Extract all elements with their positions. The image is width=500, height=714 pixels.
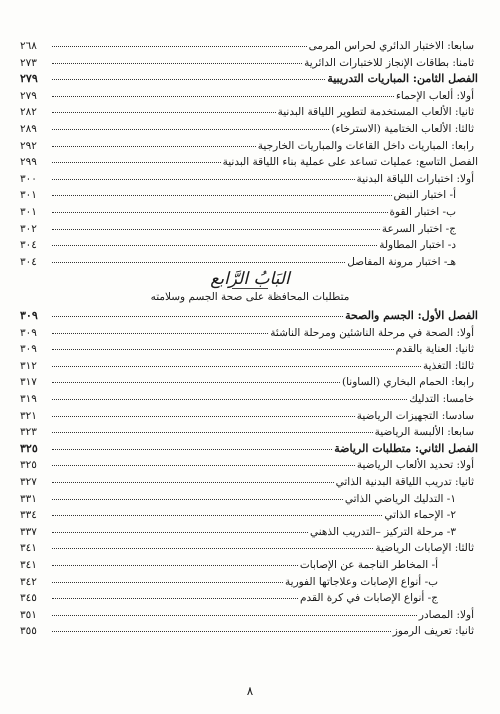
toc-entry-label: الفصل الثاني: متطلبات الرياضة — [334, 441, 478, 455]
dot-leader — [52, 627, 391, 632]
toc-entry — [20, 574, 478, 591]
toc-entry-label: أولا: تحديد الألعاب الرياضية — [356, 459, 474, 472]
dot-leader — [52, 208, 388, 213]
toc-entry-label: ثانيا: العناية بالقدم — [395, 343, 474, 356]
dot-leader — [52, 345, 394, 350]
dot-leader — [52, 611, 417, 616]
dot-leader — [52, 362, 421, 367]
toc-entry-label: سابعا: الاختبار الدائري لحراس المرمى — [308, 40, 474, 52]
toc-entry — [20, 507, 478, 524]
toc-entry — [20, 491, 478, 508]
toc-entry — [20, 204, 478, 221]
toc-entry — [20, 408, 478, 425]
page-number: ٨ — [246, 684, 254, 698]
toc-entry — [20, 187, 478, 204]
toc-page-number: ٣٠٠ — [20, 172, 37, 185]
toc-entry-label: د- اختبار المطاولة — [379, 239, 456, 252]
toc-page-number: ٣٤١ — [20, 558, 37, 571]
toc-entry-label: ٣- مرحلة التركيز –التدريب الذهني — [309, 525, 456, 538]
toc-section-chapter-3-end — [20, 38, 478, 270]
dot-leader — [52, 578, 283, 583]
toc-entry — [20, 325, 478, 342]
toc-page-number: ٣٥١ — [20, 608, 37, 621]
toc-entry-label: ج- اختبار السرعة — [381, 222, 456, 235]
dot-leader — [52, 528, 308, 533]
toc-page-number: ٢٨٩ — [20, 122, 37, 135]
toc-entry-label: ثالثا: الإصابات الرياضية — [375, 542, 474, 555]
toc-entry — [20, 121, 478, 138]
toc-entry — [20, 524, 478, 541]
toc-page-number: ٣٢٧ — [20, 475, 37, 488]
toc-entry — [20, 55, 478, 72]
toc-entry — [20, 391, 478, 408]
toc-page-number: ٣٠٩ — [20, 343, 37, 356]
toc-entry — [20, 607, 478, 624]
toc-entry — [20, 254, 478, 271]
toc-page-number: ٣٠٩ — [20, 309, 38, 322]
toc-page-number: ٣١٧ — [20, 376, 37, 389]
toc-entry — [20, 474, 478, 491]
toc-page-number: ٢٨٢ — [20, 106, 37, 119]
toc-entry-label: ثانيا: تعريف الرموز — [392, 625, 474, 638]
toc-entry — [20, 557, 478, 574]
toc-page-number: ٣١٩ — [20, 392, 37, 405]
toc-entry-label: ب- اختبار القوة — [389, 205, 456, 218]
toc-entry — [20, 358, 478, 375]
toc-page-number: ٣٢٥ — [20, 441, 38, 455]
toc-entry-label: رابعا: الحمام البخاري (الساونا) — [341, 376, 474, 389]
dot-leader — [52, 142, 256, 147]
toc-entry-label: ثانيا: الألعاب المستخدمة لتطوير اللياقة البدنية — [277, 106, 474, 119]
toc-entry-label: ٢- الإحماء الذاتي — [384, 509, 456, 522]
dot-leader — [52, 258, 345, 263]
toc-entry-label: ثامنا: بطاقات الإنجاز للاختبارات الدائرية — [304, 56, 474, 69]
dot-leader — [52, 158, 221, 163]
toc-entry-label: ثانيا: تدريب اللياقة البدنية الذاتي — [335, 475, 474, 488]
dot-leader — [52, 241, 377, 246]
toc-entry — [20, 104, 478, 121]
toc-entry — [20, 138, 478, 155]
toc-entry — [20, 441, 478, 458]
chapter-subtitle: متطلبات المحافظة على صحة الجسم وسلامته — [150, 291, 350, 303]
toc-entry-label: ثالثا: الألعاب الختامية (الاسترخاء) — [331, 122, 474, 135]
toc-page-number: ٣٠٤ — [20, 255, 37, 268]
toc-page-number: ٣٢٣ — [20, 426, 37, 439]
dot-leader — [52, 92, 394, 97]
toc-page-number: ٣٠١ — [20, 205, 37, 218]
dot-leader — [52, 191, 392, 196]
toc-page-number: ٢٦٨ — [20, 40, 37, 52]
toc-entry — [20, 457, 478, 474]
toc-page-number: ٣٣٤ — [20, 509, 37, 522]
toc-page-number: ٢٩٢ — [20, 139, 37, 152]
dot-leader — [52, 225, 380, 230]
toc-page-number: ٣٣٧ — [20, 525, 37, 538]
toc-page-number: ٣٠١ — [20, 189, 37, 202]
toc-entry-label: ب- أنواع الإصابات وعلاجاتها الفورية — [285, 575, 438, 588]
toc-page-number: ٣٥٥ — [20, 625, 37, 638]
toc-entry-label: أولا: ألعاب الإحماء — [395, 89, 474, 102]
toc-page-number: ٣٠٢ — [20, 222, 37, 235]
dot-leader — [52, 478, 334, 483]
toc-entry-label: رابعا: المباريات داخل القاعات والمباريات الخارجية — [257, 139, 474, 152]
toc-page-number: ٣٢١ — [20, 409, 37, 422]
toc-page-number: ٣١٢ — [20, 359, 37, 372]
toc-page-number: ٣٤٢ — [20, 575, 37, 588]
toc-entry-label: الفصل التاسع: عمليات تساعد على عملية بناء اللياقة البدنية — [222, 156, 478, 169]
dot-leader — [52, 395, 407, 400]
toc-entry — [20, 171, 478, 188]
dot-leader — [52, 59, 302, 64]
toc-entry-label: الفصل الثامن: المباريات التدريبية — [327, 72, 478, 86]
toc-page-number: ٣٢٥ — [20, 459, 37, 472]
dot-leader — [52, 511, 382, 516]
dot-leader — [52, 108, 276, 113]
toc-page-number: ٣٤٥ — [20, 592, 37, 605]
toc-entry-label: أولا: الصحة في مرحلة الناشئين ومرحلة الناشئة — [270, 326, 474, 339]
toc-entry — [20, 341, 478, 358]
toc-entry-label: خامسا: التدليك — [409, 392, 474, 405]
dot-leader — [52, 544, 373, 549]
dot-leader — [52, 445, 332, 450]
toc-entry — [20, 308, 478, 325]
toc-entry-label: سادسا: التجهيزات الرياضية — [356, 409, 474, 422]
toc-entry — [20, 221, 478, 238]
toc-entry-label: هـ- اختبار مرونة المفاصل — [347, 255, 456, 268]
toc-entry — [20, 237, 478, 254]
toc-entry-label: أ- المخاطر الناجمة عن الإصابات — [299, 558, 438, 571]
toc-entry-label: أ- اختبار النبض — [393, 189, 456, 202]
toc-page-number: ٣٠٤ — [20, 239, 37, 252]
dot-leader — [52, 378, 340, 383]
dot-leader — [52, 412, 355, 417]
dot-leader — [52, 428, 373, 433]
dot-leader — [52, 594, 298, 599]
toc-entry-label: الفصل الأول: الجسم والصحة — [345, 309, 478, 322]
dot-leader — [52, 42, 307, 47]
dot-leader — [52, 312, 343, 317]
toc-entry — [20, 424, 478, 441]
toc-page-number: ٣٤١ — [20, 542, 37, 555]
dot-leader — [52, 461, 355, 466]
toc-entry-label: ج- أنواع الإصابات في كرة القدم — [300, 592, 438, 605]
toc-entry — [20, 154, 478, 171]
toc-entry — [20, 88, 478, 105]
toc-entry — [20, 590, 478, 607]
toc-entry — [20, 374, 478, 391]
dot-leader — [52, 75, 325, 80]
chapter-title: البَابُ الرَّابع — [210, 269, 290, 289]
chapter-heading — [120, 270, 380, 304]
toc-entry-label: ثالثا: التغذية — [423, 359, 474, 372]
toc-page-number: ٣٣١ — [20, 492, 37, 505]
dot-leader — [52, 561, 298, 566]
toc-section-chapter-4 — [20, 308, 478, 640]
toc-page-number: ٢٧٩ — [20, 72, 38, 86]
toc-entry-label: ١- التدليك الرياضي الذاتي — [344, 492, 456, 505]
dot-leader — [52, 125, 329, 130]
toc-entry — [20, 623, 478, 640]
toc-page-number: ٣٠٩ — [20, 326, 37, 339]
toc-entry-label: سابعا: الألبسة الرياضية — [374, 426, 474, 439]
toc-page-number: ٢٩٩ — [20, 156, 37, 169]
toc-page-number: ٢٧٩ — [20, 89, 37, 102]
dot-leader — [52, 329, 268, 334]
toc-entry — [20, 38, 478, 55]
dot-leader — [52, 495, 343, 500]
toc-entry — [20, 540, 478, 557]
dot-leader — [52, 175, 355, 180]
toc-entry-label: أولا: المصادر — [418, 608, 474, 621]
toc-page-number: ٢٧٣ — [20, 56, 37, 69]
toc-entry-label: أولا: اختبارات اللياقة البدنية — [356, 172, 474, 185]
toc-entry — [20, 71, 478, 88]
